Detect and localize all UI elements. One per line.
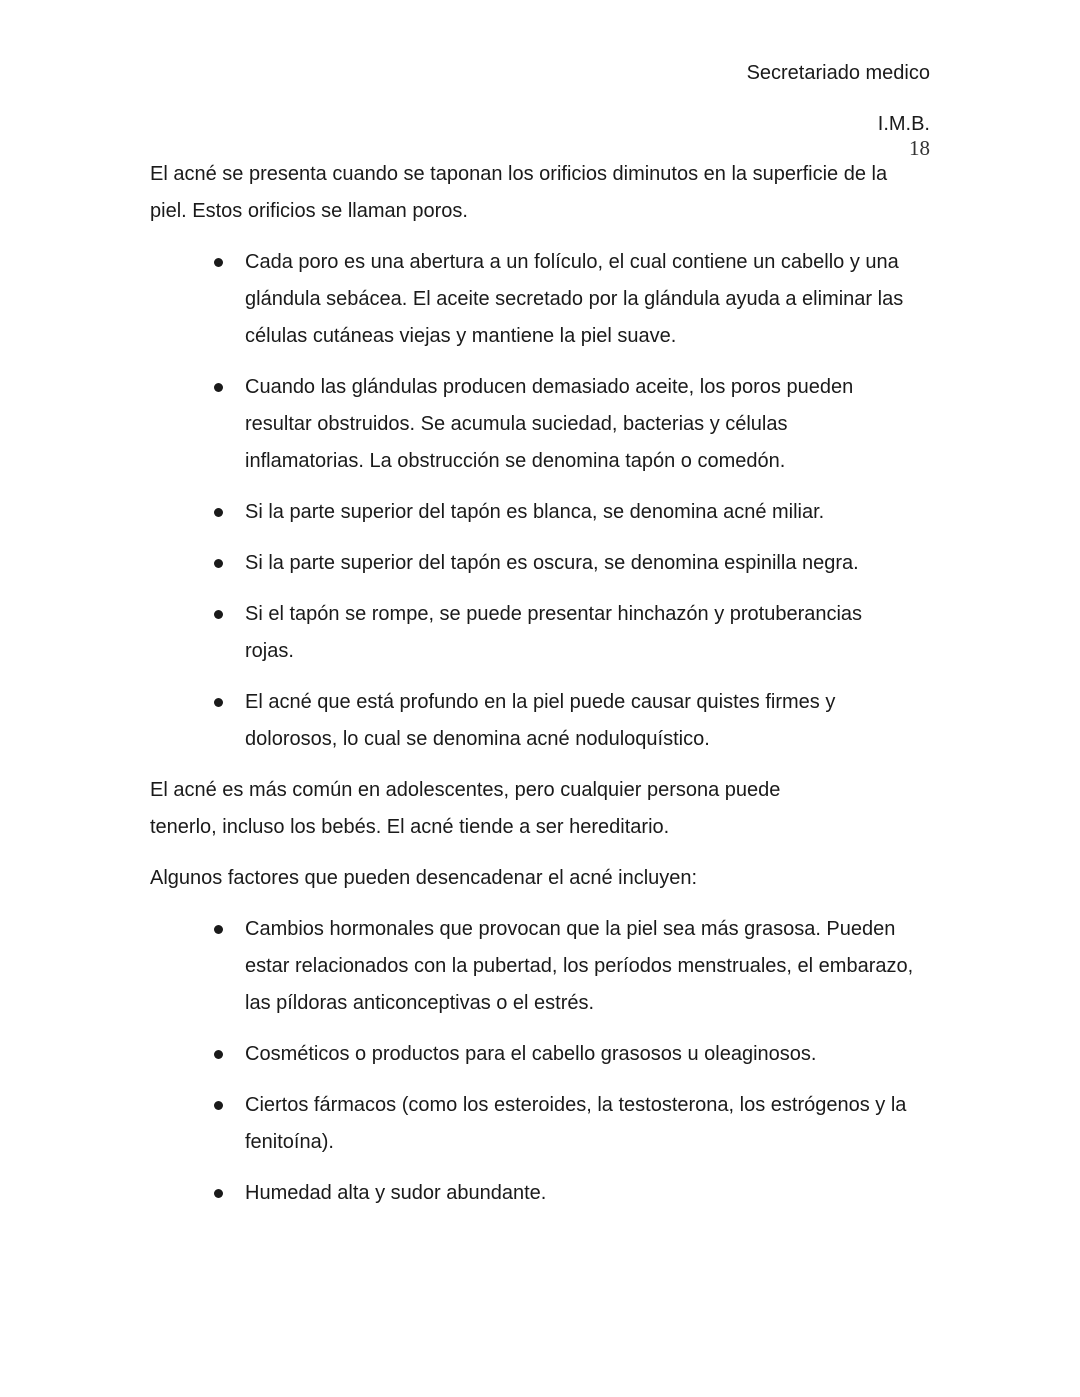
bullet-icon: [214, 1189, 223, 1198]
list-item: [150, 244, 910, 355]
list-item-text: El acné que está profundo en la piel puede causar quistes firmes y dolorosos, lo cual se denomina acné noduloquístico.: [245, 691, 836, 750]
bullet-icon: [214, 1101, 223, 1110]
bullet-icon: [214, 508, 223, 517]
list-item: [150, 684, 910, 758]
common-paragraph: El acné es más común en adolescentes, pero cualquier persona puede tenerlo, incluso los bebés. El acné tiende a ser hereditario.: [150, 779, 781, 838]
header-course: Secretariado medico: [746, 62, 930, 84]
bullet-icon: [214, 698, 223, 707]
list-item-text: Cada poro es una abertura a un folículo, el cual contiene un cabello y una glándula sebácea. El aceite secretado por la glándula ayuda a eliminar las células cutáneas viejas y mantiene la piel suave.: [245, 251, 904, 347]
list-item-text: Humedad alta y sudor abundante.: [245, 1182, 547, 1204]
bullet-icon: [214, 258, 223, 267]
factors-list: [150, 911, 935, 1212]
bullet-icon: [214, 559, 223, 568]
list-item: [150, 545, 910, 582]
list-item-text: Si la parte superior del tapón es oscura, se denomina espinilla negra.: [245, 552, 859, 574]
bullet-icon: [214, 925, 223, 934]
list-item: [150, 1087, 935, 1161]
bullet-icon: [214, 610, 223, 619]
header-initials: I.M.B.: [877, 113, 930, 135]
list-item: [150, 911, 935, 1022]
list-item: [150, 369, 910, 480]
list-item-text: Ciertos fármacos (como los esteroides, la testosterona, los estrógenos y la fenitoína).: [245, 1094, 907, 1153]
causes-list: [150, 244, 910, 758]
list-item-text: Cuando las glándulas producen demasiado aceite, los poros pueden resultar obstruidos. Se acumula suciedad, bacterias y células inflamatorias. La obstrucción se denomina tapón o comedón.: [245, 376, 854, 472]
document-body: [150, 156, 935, 1226]
list-item-text: Si la parte superior del tapón es blanca, se denomina acné miliar.: [245, 501, 825, 523]
bullet-icon: [214, 1050, 223, 1059]
factors-intro: Algunos factores que pueden desencadenar el acné incluyen:: [150, 867, 698, 889]
intro-paragraph: El acné se presenta cuando se taponan los orificios diminutos en la superficie de la piel. Estos orificios se llaman poros.: [150, 163, 888, 222]
list-item: [150, 494, 910, 531]
list-item-text: Cambios hormonales que provocan que la piel sea más grasosa. Pueden estar relacionados con la pubertad, los períodos menstruales, el embarazo, las píldoras anticonceptivas o el estrés.: [245, 918, 914, 1014]
list-item: [150, 596, 910, 670]
list-item-text: Si el tapón se rompe, se puede presentar hinchazón y protuberancias rojas.: [245, 603, 863, 662]
page-number: 18: [909, 136, 930, 160]
bullet-icon: [214, 383, 223, 392]
list-item: [150, 1036, 935, 1073]
list-item-text: Cosméticos o productos para el cabello grasosos u oleaginosos.: [245, 1043, 817, 1065]
list-item: [150, 1175, 935, 1212]
